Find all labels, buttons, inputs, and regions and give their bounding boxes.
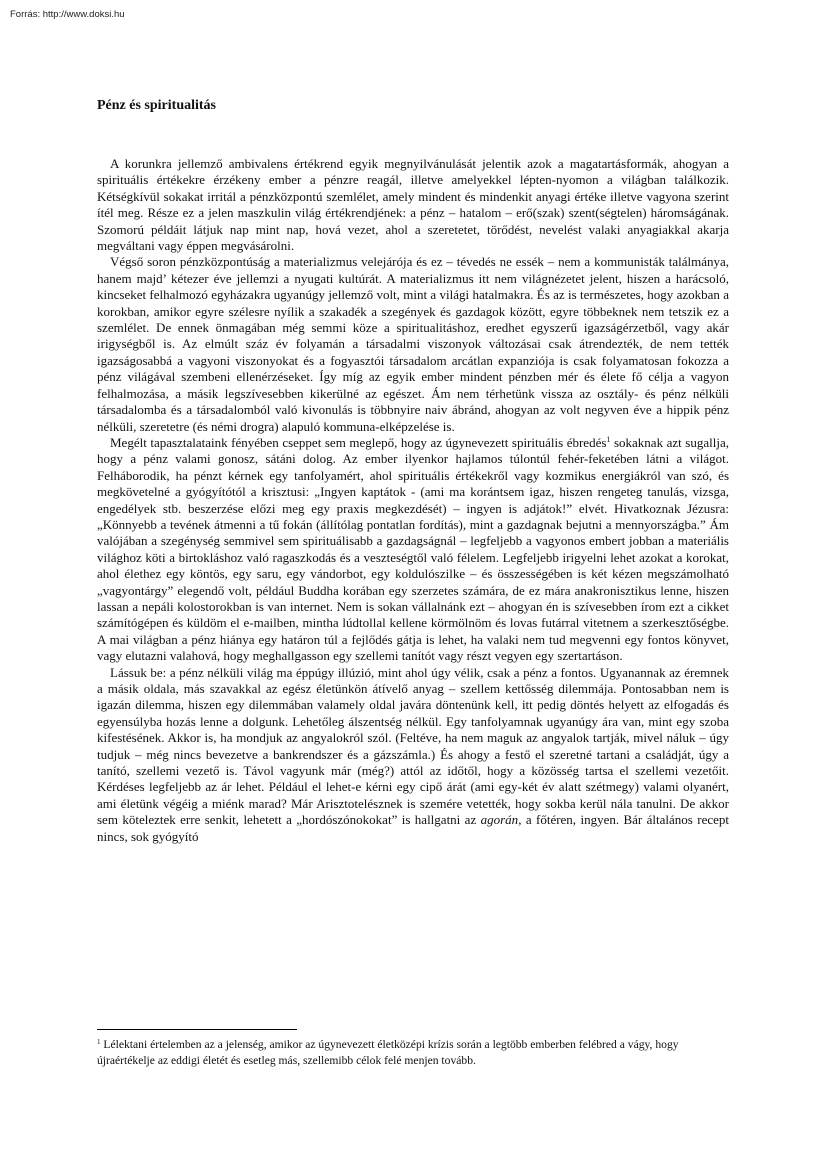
article-body	[97, 156, 729, 845]
paragraph-3-text-b: sokaknak azt sugallja, hogy a pénz valami gonosz, sátáni dolog. Az ember ilyenkor hajlamos túlontúl fehér-feketében látni a világot. Felháborodik, ha pénzt kérnek egy tanfolyamért, ahol spirituális értékekről vagy kozmikus energiákról van szó, és megkövetelné a gyógyítótól a krisztusi: „Ingyen kaptátok - (ami ma korántsem igaz, hiszen rengeteg tanulás, vizsga, engedélyek stb. beszerzése előzi meg egy praxis megkezdését) – ingyen is adjátok!” elvét. Hivatkoznak Jézusra: „Könnyebb a tevének átmenni a tű fokán (állítólag pontatlan fordítás), mint a gazdagnak bejutni a mennyországba.” Ám valójában a szegénység semmivel sem spirituálisabb a gazdagságnál – legfeljebb a vagyonos embert jobban a materiális világhoz köti a birtokláshoz való ragaszkodás és a veszteségtől való félelem. Legfeljebb irigyelni lehet azokat a korokat, ahol élethez egy köntös, egy saru, egy vándorbot, egy koldulószilke – és összességében is két kézen megszámolható „vagyontárgy” elegendő volt, például Buddha korában egy szerzetes számára, de ez mára anakronisztikus lenne, hiszen lassan a nepáli kolostorokban is van internet. Nem is sokan vállalnánk ezt – ahogyan én is szívesebben írom ezt a cikket számítógépen és küldöm el e-mailben, mintha lúdtollal kellene körmölnöm és lovas futárral vitetnem a szerkesztőségbe. A mai világban a pénz hiánya egy határon túl a fejlődés gátja is lehet, ha valaki nem tud megvenni egy fontos könyvet, vagy elutazni valahová, hogy meghallgasson egy szellemi tanítót vagy részt vegyen egy szertartáson.	[97, 434, 729, 664]
paragraph-4-italic: agorán	[480, 812, 519, 828]
paragraph-4	[97, 665, 729, 845]
footnote-text: Lélektani értelemben az a jelenség, amikor az úgynevezett életközépi krízis során a legtöbb emberben felébred a vágy, hogy újraértékelje az eddigi életét és esetleg más, szellemibb célok felé menjen tovább.	[97, 1038, 679, 1067]
paragraph-4-text-a: Lássuk be: a pénz nélküli világ ma éppúgy illúzió, mint ahol úgy vélik, csak a pénz a fontos. Ugyanannak az éremnek a másik oldala, más szavakkal az egész életünkön átívelő anyag – szellem kettősség dilemmája. Pontosabban nem is igazán dilemma, hiszen egy dilemmában valamely oldal javára döntenünk kell, itt pedig döntés helyett az elfogadás és egyensúlyba hozás lenne a dolgunk. Lehetőleg álszentség nélkül. Egy tanfolyamnak ugyanúgy ára van, mint egy szoba kifestésének. Akkor is, ha mondjuk az angyalokról szól. (Feltéve, ha nem maguk az angyalok tartják, mivel náluk – úgy tudjuk – még nincs bevezetve a bankrendszer és a gázszámla.) És ahogy a festő el szeretné tartani a családját, úgy a tanító, szellemi vezető is. Távol vagyunk már (még?) attól az időtől, hogy a közösség tartsa el szellemi vezetőit. Kérdéses legfeljebb az ár lehet. Például el lehet-e kérni egy cipő árát (ami egy-két év alatt szétmegy) valami olyanért, ami életünk végéig a miénk marad? Már Arisztotelésznek is szemére vetették, hogy sokba kerül nála tanulni. De akkor sem köteleztek erre senkit, lehetett a „hordószónokokat” is hallgatni az	[97, 664, 729, 828]
footnote-reference[interactable]: 1	[606, 434, 611, 444]
footnote-divider	[97, 1029, 297, 1030]
paragraph-3-text-a: Megélt tapasztalataink fényében cseppet sem meglepő, hogy az úgynevezett spirituális ébredés	[110, 434, 607, 450]
paragraph-1: A korunkra jellemző ambivalens értékrend egyik megnyilvánulását jelentik azok a magatartásformák, ahogyan a spirituális értékekre érzékeny ember a pénzre reagál, illetve amelyekkel lépten-nyomon a világban találkozik. Kétségkívül sokakat irritál a pénzközpontú szemlélet, amely mindent és mindenkit anyagi értéke illetve vagyona szerint ítél meg. Része ez a jelen maszkulin világ értékrendjének: a pénz – hatalom – erő(szak) szent(ségtelen) háromságának. Szomorú példáit látjuk nap mint nap, hová vezet, ahol a szeretetet, törődést, nevelést valaki anyagiakkal akarja megváltani vagy éppen megvásárolni.	[97, 156, 729, 254]
footnote	[97, 1037, 729, 1068]
paragraph-2: Végső soron pénzközpontúság a materializmus velejárója és ez – tévedés ne essék – nem a kommunisták találmánya, hanem majd’ kétezer éve jellemzi a nyugati kultúrát. A materializmus itt nem világnézetet jelent, hiszen a harácsoló, kincseket felhalmozó egyházakra ugyanúgy jellemző volt, mint a világi hatalmakra. És az is természetes, hogy azokban a korokban, amikor egyre szélesre nyílik a szakadék a szegények és gazdagok között, egyre többeknek nem tetszik ez a szemlélet. De ennek önmagában még semmi köze a spiritualitáshoz, eredhet egyszerű igazságérzetből, vagy akár irigységből is. Az elmúlt száz év folyamán a társadalmi viszonyok változásai csak átrendezték, de nem tették igazságosabbá a vagyoni viszonyokat és a fogyasztói társadalom arcátlan expanziója is csak folyamatosan fokozza a pénz világával szembeni ellenérzéseket. Így míg az egyik ember mindent pénzben mér és élete fő célja a vagyon felhalmozása, a másik legszívesebben kikerülné az egészet. Ám nem térhetünk vissza az osztály- és pénz nélküli társadalomba és a társadalomból való kivonulás is többnyire naiv ábránd, ahogyan az volt negyven éve a hippik pénz nélküli, szeretetre (és némi drogra) alapuló kommuna-elképzelése is.	[97, 254, 729, 434]
source-label: Forrás: http://www.doksi.hu	[10, 9, 125, 20]
paragraph-4-text-b: , a főtéren, ingyen. Bár általános recept nincs, sok gyógyító	[97, 812, 729, 844]
paragraph-3	[97, 435, 729, 665]
page-title: Pénz és spiritualitás	[97, 98, 216, 113]
footnote-marker: 1	[97, 1038, 101, 1046]
